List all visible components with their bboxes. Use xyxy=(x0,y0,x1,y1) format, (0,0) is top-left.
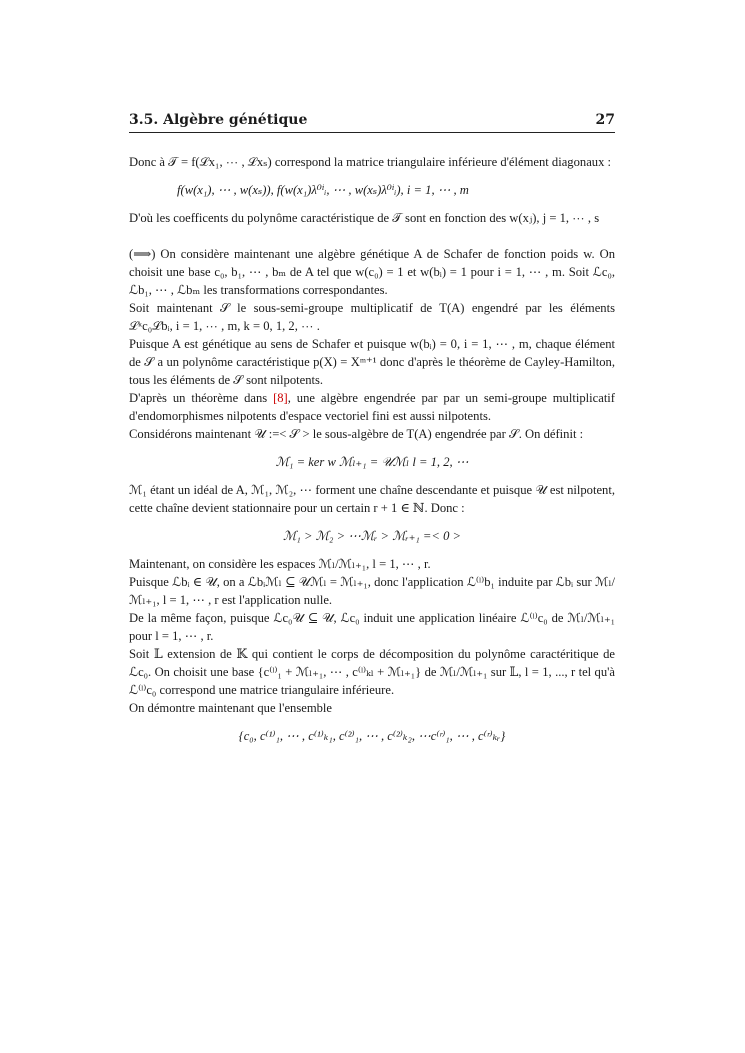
paragraph-text: , une algèbre engendrée par par un semi-groupe multiplicatif d'endomorphismes nilpotents d'espace vectoriel fini est aussi nilpotents. xyxy=(129,391,616,423)
display-equation: f(w(x₁), ⋯ , w(xₛ)), f(w(x₁)λ⁰ⁱᵢ, ⋯ , w(xₛ)λ⁰ⁱᵢ), i = 1, ⋯ , m xyxy=(177,183,469,197)
paragraph-gap xyxy=(129,227,615,245)
paragraph: Maintenant, on considère les espaces ℳₗ/ℳₗ₊₁, l = 1, ⋯ , r. xyxy=(129,557,431,571)
display-equation: ℳ₁ > ℳ₂ > ⋯ℳᵣ > ℳᵣ₊₁ =< 0 > xyxy=(282,529,462,543)
paragraph: Puisque A est génétique au sens de Schafer et puisque w(bᵢ) = 0, i = 1, ⋯ , m, chaque élément de 𝒮 a un polynôme caractéristique p(X) = Xᵐ⁺¹ donc d'après le théorème de Cayley-Hamilton, tous les éléments de 𝒮 sont nilpotents. xyxy=(129,337,615,387)
paragraph-text: D'après un théorème dans xyxy=(129,391,274,405)
paragraph: De la même façon, puisque ℒc₀𝒰 ⊆ 𝒰, ℒc₀ induit une application linéaire ℒ⁽ˡ⁾c₀ de ℳₗ/ℳₗ₊₁ pour l = 1, ⋯ , r. xyxy=(129,611,615,643)
page xyxy=(129,112,615,755)
page-number: 27 xyxy=(595,112,615,128)
paragraph: On démontre maintenant que l'ensemble xyxy=(129,701,333,715)
citation-link[interactable]: [8] xyxy=(273,391,288,405)
paragraph: Donc à 𝒯 = f(ℒx₁, ⋯ , ℒxₛ) correspond la matrice triangulaire inférieure d'élément diagonaux : xyxy=(129,155,612,169)
paragraph: ℳ₁ étant un idéal de A, ℳ₁, ℳ₂, ⋯ forment une chaîne descendante et puisque 𝒰 est nilpotent, cette chaîne devient stationnaire pour un certain r + 1 ∈ ℕ. Donc : xyxy=(129,483,615,515)
paragraph: Considérons maintenant 𝒰 :=< 𝒮 > le sous-algèbre de T(A) engendrée par 𝒮. On définit : xyxy=(129,427,584,441)
display-equation: {c₀, c⁽¹⁾₁, ⋯ , c⁽¹⁾ₖ₁, c⁽²⁾₁, ⋯ , c⁽²⁾ₖ₂, ⋯c⁽ʳ⁾₁, ⋯ , c⁽ʳ⁾ₖᵣ} xyxy=(238,729,506,743)
paragraph: Soit maintenant 𝒮 le sous-semi-groupe multiplicatif de T(A) engendré par les éléments ℒᵏc₀ℒbᵢ, i = 1, ⋯ , m, k = 0, 1, 2, ⋯ . xyxy=(129,301,615,333)
paragraph: (⟹) On considère maintenant une algèbre génétique A de Schafer de fonction poids w. On choisit une base c₀, b₁, ⋯ , bₘ de A tel que w(c₀) = 1 et w(bᵢ) = 1 pour i = 1, ⋯ , m. Soit ℒc₀, ℒb₁, ⋯ , ℒbₘ les transformations correspondantes. xyxy=(129,247,615,297)
paragraph: Puisque ℒbᵢ ∈ 𝒰, on a ℒbᵢℳₗ ⊆ 𝒰ℳₗ = ℳₗ₊₁, donc l'application ℒ⁽ˡ⁾b₁ induite par ℒbᵢ sur ℳₗ/ℳₗ₊₁, l = 1, ⋯ , r est l'application nulle. xyxy=(129,575,615,607)
section-title: 3.5. Algèbre génétique xyxy=(129,112,308,128)
running-header xyxy=(129,112,615,133)
page-body xyxy=(129,153,615,745)
paragraph: Soit 𝕃 extension de 𝕂 qui contient le corps de décomposition du polynôme caractéritique de ℒc₀. On choisit une base {c⁽ˡ⁾₁ + ℳₗ₊₁, ⋯ , c⁽ˡ⁾ₖₗ + ℳₗ₊₁} de ℳₗ/ℳₗ₊₁ sur 𝕃, l = 1, ..., r tel qu'à ℒ⁽ˡ⁾c₀ correspond une matrice triangulaire inférieure. xyxy=(129,647,615,697)
paragraph: D'où les coefficents du polynôme caractéristique de 𝒯 sont en fonction des w(xⱼ), j = 1, ⋯ , s xyxy=(129,211,600,225)
paragraph xyxy=(129,389,615,425)
display-equation: ℳ₁ = ker w ℳₗ₊₁ = 𝒰ℳₗ l = 1, 2, ⋯ xyxy=(275,455,469,469)
